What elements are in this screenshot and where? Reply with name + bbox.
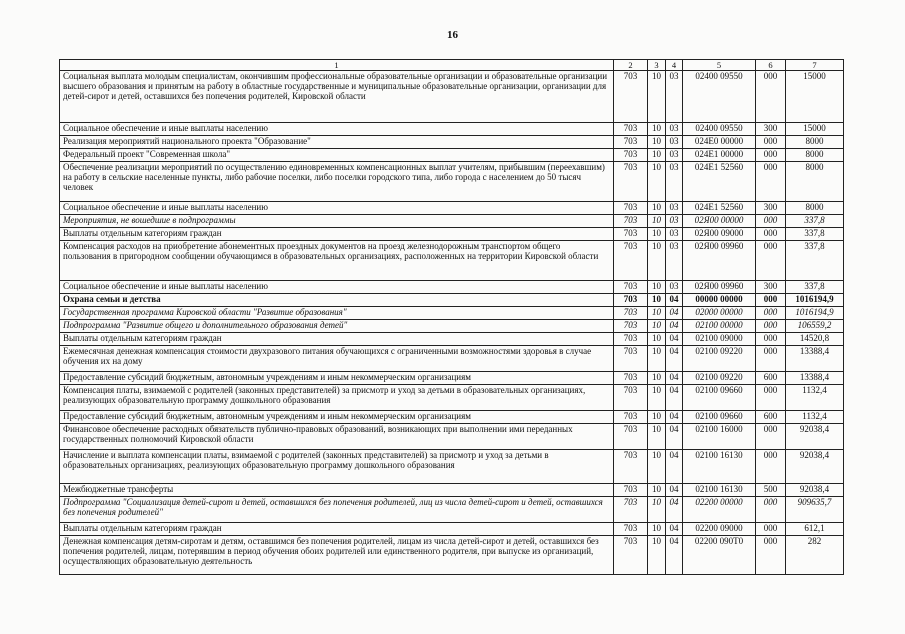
table-row xyxy=(60,497,844,523)
row-section-code: 10 xyxy=(648,281,666,294)
row-expense-type-code: 000 xyxy=(756,294,786,307)
row-ministry-code: 703 xyxy=(614,333,648,346)
row-expense-type-code: 600 xyxy=(756,411,786,424)
table-row xyxy=(60,372,844,385)
row-expense-type-code: 000 xyxy=(756,333,786,346)
row-expense-type-code: 000 xyxy=(756,450,786,484)
row-amount: 92038,4 xyxy=(786,424,844,450)
row-section-code: 10 xyxy=(648,307,666,320)
row-subsection-code: 03 xyxy=(666,202,683,215)
row-ministry-code: 703 xyxy=(614,123,648,136)
table-row xyxy=(60,162,844,202)
row-name-cell: Предоставление субсидий бюджетным, автономным учреждениям и иным некоммерческим организациям xyxy=(60,411,614,424)
row-target-item-code: 00000 00000 xyxy=(683,294,756,307)
row-ministry-code: 703 xyxy=(614,372,648,385)
row-expense-type-code: 000 xyxy=(756,71,786,123)
row-amount: 1132,4 xyxy=(786,385,844,411)
row-name-cell: Подпрограмма "Социализация детей-сирот и детей, оставшихся без попечения родителей, лиц из числа детей-сирот и детей, оставшихся без попечения родителей" xyxy=(60,497,614,523)
row-amount: 8000 xyxy=(786,162,844,202)
row-ministry-code: 703 xyxy=(614,215,648,228)
row-name-cell: Ежемесячная денежная компенсация стоимости двухразового питания обучающихся с ограниченными возможностями здоровья в случае обучения их на дому xyxy=(60,346,614,372)
row-section-code: 10 xyxy=(648,346,666,372)
row-subsection-code: 04 xyxy=(666,333,683,346)
row-ministry-code: 703 xyxy=(614,484,648,497)
row-amount: 92038,4 xyxy=(786,484,844,497)
row-target-item-code: 02Я00 09000 xyxy=(683,228,756,241)
row-name-cell: Федеральный проект "Современная школа" xyxy=(60,149,614,162)
row-name-cell: Мероприятия, не вошедшие в подпрограммы xyxy=(60,215,614,228)
row-target-item-code: 02100 09220 xyxy=(683,372,756,385)
row-ministry-code: 703 xyxy=(614,497,648,523)
table-row xyxy=(60,136,844,149)
row-subsection-code: 04 xyxy=(666,536,683,575)
row-name-cell: Финансовое обеспечение расходных обязательств публично-правовых образований, возникающих при выполнении ими переданных государственных полномочий Кировской области xyxy=(60,424,614,450)
row-target-item-code: 02100 09000 xyxy=(683,333,756,346)
row-ministry-code: 703 xyxy=(614,149,648,162)
row-subsection-code: 04 xyxy=(666,320,683,333)
row-subsection-code: 04 xyxy=(666,411,683,424)
table-row xyxy=(60,523,844,536)
table-body xyxy=(60,71,844,575)
row-subsection-code: 03 xyxy=(666,123,683,136)
row-target-item-code: 024E1 52560 xyxy=(683,162,756,202)
table-row xyxy=(60,294,844,307)
row-name-cell: Подпрограмма "Развитие общего и дополнительного образования детей" xyxy=(60,320,614,333)
row-section-code: 10 xyxy=(648,149,666,162)
row-amount: 337,8 xyxy=(786,215,844,228)
budget-table xyxy=(59,59,844,575)
row-expense-type-code: 000 xyxy=(756,136,786,149)
row-subsection-code: 04 xyxy=(666,424,683,450)
row-name-cell: Компенсация платы, взимаемой с родителей (законных представителей) за присмотр и уход за детьми в образовательных организациях, реализующих образовательную программу дошкольного образования xyxy=(60,385,614,411)
row-subsection-code: 04 xyxy=(666,523,683,536)
row-ministry-code: 703 xyxy=(614,523,648,536)
table-row xyxy=(60,215,844,228)
row-target-item-code: 02100 16130 xyxy=(683,450,756,484)
row-name-cell: Социальное обеспечение и иные выплаты населению xyxy=(60,281,614,294)
row-section-code: 10 xyxy=(648,450,666,484)
row-subsection-code: 03 xyxy=(666,215,683,228)
row-target-item-code: 024E0 00000 xyxy=(683,136,756,149)
row-amount: 8000 xyxy=(786,136,844,149)
row-target-item-code: 02100 00000 xyxy=(683,320,756,333)
row-name-cell: Социальное обеспечение и иные выплаты населению xyxy=(60,202,614,215)
row-amount: 106559,2 xyxy=(786,320,844,333)
row-name-cell: Предоставление субсидий бюджетным, автономным учреждениям и иным некоммерческим организациям xyxy=(60,372,614,385)
row-amount: 14520,8 xyxy=(786,333,844,346)
header-col-3: 3 xyxy=(648,60,666,71)
table-row xyxy=(60,71,844,123)
row-amount: 909635,7 xyxy=(786,497,844,523)
row-ministry-code: 703 xyxy=(614,346,648,372)
row-subsection-code: 04 xyxy=(666,385,683,411)
table-row xyxy=(60,411,844,424)
row-target-item-code: 02000 00000 xyxy=(683,307,756,320)
row-amount: 282 xyxy=(786,536,844,575)
row-expense-type-code: 000 xyxy=(756,162,786,202)
row-name-cell: Государственная программа Кировской области "Развитие образования" xyxy=(60,307,614,320)
row-name-cell: Обеспечение реализации мероприятий по осуществлению единовременных компенсационных выплат учителям, прибывшим (переехавшим) на работу в сельские населенные пункты, либо рабочие поселки, либо поселки городского типа, либо города с населением до 50 тысяч человек xyxy=(60,162,614,202)
row-section-code: 10 xyxy=(648,385,666,411)
row-ministry-code: 703 xyxy=(614,307,648,320)
row-ministry-code: 703 xyxy=(614,241,648,281)
row-target-item-code: 02200 090Т0 xyxy=(683,536,756,575)
row-expense-type-code: 000 xyxy=(756,241,786,281)
table-row xyxy=(60,536,844,575)
row-amount: 612,1 xyxy=(786,523,844,536)
table-row xyxy=(60,450,844,484)
row-section-code: 10 xyxy=(648,484,666,497)
row-subsection-code: 04 xyxy=(666,294,683,307)
row-amount: 8000 xyxy=(786,149,844,162)
row-ministry-code: 703 xyxy=(614,162,648,202)
row-ministry-code: 703 xyxy=(614,202,648,215)
row-name-cell: Реализация мероприятий национального проекта "Образование" xyxy=(60,136,614,149)
row-section-code: 10 xyxy=(648,241,666,281)
row-amount: 15000 xyxy=(786,123,844,136)
row-amount: 337,8 xyxy=(786,228,844,241)
row-name-cell: Межбюджетные трансферты xyxy=(60,484,614,497)
row-target-item-code: 024E1 00000 xyxy=(683,149,756,162)
row-amount: 13388,4 xyxy=(786,372,844,385)
row-name-cell: Компенсация расходов на приобретение абонементных проездных документов на проезд железнодорожным транспортом общего пользования в пригородном сообщении обучающимся в образовательных организациях, расположенных на территории Кировской области xyxy=(60,241,614,281)
row-target-item-code: 02200 09000 xyxy=(683,523,756,536)
row-section-code: 10 xyxy=(648,162,666,202)
row-amount: 8000 xyxy=(786,202,844,215)
table-row xyxy=(60,320,844,333)
row-name-cell: Выплаты отдельным категориям граждан xyxy=(60,523,614,536)
table-row xyxy=(60,424,844,450)
row-subsection-code: 03 xyxy=(666,241,683,281)
table-row xyxy=(60,241,844,281)
row-target-item-code: 02400 09550 xyxy=(683,123,756,136)
table-row xyxy=(60,346,844,372)
row-expense-type-code: 300 xyxy=(756,123,786,136)
row-subsection-code: 03 xyxy=(666,71,683,123)
row-expense-type-code: 000 xyxy=(756,228,786,241)
row-amount: 337,8 xyxy=(786,241,844,281)
header-col-2: 2 xyxy=(614,60,648,71)
row-section-code: 10 xyxy=(648,228,666,241)
table-row xyxy=(60,149,844,162)
row-target-item-code: 02100 16130 xyxy=(683,484,756,497)
row-ministry-code: 703 xyxy=(614,228,648,241)
row-name-cell: Денежная компенсация детям-сиротам и детям, оставшимся без попечения родителей, лицам из числа детей-сирот и детей, оставшихся без попечения родителей, лицам, потерявшим в период обучения обоих родителей или единственного родителя, при выпуске из организаций, осуществляющих образовательную деятельность xyxy=(60,536,614,575)
row-target-item-code: 02100 09220 xyxy=(683,346,756,372)
row-name-cell: Выплаты отдельным категориям граждан xyxy=(60,333,614,346)
row-section-code: 10 xyxy=(648,71,666,123)
row-amount: 15000 xyxy=(786,71,844,123)
row-expense-type-code: 000 xyxy=(756,497,786,523)
header-col-7: 7 xyxy=(786,60,844,71)
row-expense-type-code: 500 xyxy=(756,484,786,497)
row-ministry-code: 703 xyxy=(614,320,648,333)
row-amount: 1132,4 xyxy=(786,411,844,424)
table-row xyxy=(60,281,844,294)
row-amount: 1016194,9 xyxy=(786,294,844,307)
table-row xyxy=(60,123,844,136)
row-ministry-code: 703 xyxy=(614,71,648,123)
row-section-code: 10 xyxy=(648,497,666,523)
row-target-item-code: 02Я00 09960 xyxy=(683,281,756,294)
header-col-6: 6 xyxy=(756,60,786,71)
row-subsection-code: 04 xyxy=(666,450,683,484)
row-expense-type-code: 000 xyxy=(756,346,786,372)
row-ministry-code: 703 xyxy=(614,281,648,294)
table-row xyxy=(60,228,844,241)
row-ministry-code: 703 xyxy=(614,294,648,307)
row-target-item-code: 02100 16000 xyxy=(683,424,756,450)
row-amount: 337,8 xyxy=(786,281,844,294)
row-target-item-code: 02100 09660 xyxy=(683,385,756,411)
row-name-cell: Начисление и выплата компенсации платы, взимаемой с родителей (законных представителей) за присмотр и уход за детьми в образовательных организациях, реализующих образовательную программу дошкольного образования xyxy=(60,450,614,484)
row-ministry-code: 703 xyxy=(614,385,648,411)
header-col-4: 4 xyxy=(666,60,683,71)
row-subsection-code: 04 xyxy=(666,346,683,372)
row-target-item-code: 02Я00 09960 xyxy=(683,241,756,281)
row-expense-type-code: 000 xyxy=(756,215,786,228)
row-section-code: 10 xyxy=(648,372,666,385)
row-ministry-code: 703 xyxy=(614,411,648,424)
table-row xyxy=(60,307,844,320)
row-subsection-code: 04 xyxy=(666,372,683,385)
table-row xyxy=(60,484,844,497)
row-subsection-code: 03 xyxy=(666,162,683,202)
row-subsection-code: 04 xyxy=(666,484,683,497)
row-expense-type-code: 000 xyxy=(756,385,786,411)
row-section-code: 10 xyxy=(648,424,666,450)
row-subsection-code: 03 xyxy=(666,149,683,162)
row-expense-type-code: 300 xyxy=(756,202,786,215)
page-number: 16 xyxy=(447,29,458,41)
table-row xyxy=(60,385,844,411)
row-section-code: 10 xyxy=(648,320,666,333)
row-expense-type-code: 000 xyxy=(756,149,786,162)
row-ministry-code: 703 xyxy=(614,424,648,450)
row-section-code: 10 xyxy=(648,523,666,536)
row-ministry-code: 703 xyxy=(614,136,648,149)
row-target-item-code: 02Я00 00000 xyxy=(683,215,756,228)
row-subsection-code: 04 xyxy=(666,497,683,523)
row-expense-type-code: 000 xyxy=(756,536,786,575)
row-subsection-code: 03 xyxy=(666,281,683,294)
table-row xyxy=(60,333,844,346)
row-expense-type-code: 600 xyxy=(756,372,786,385)
table-row xyxy=(60,202,844,215)
row-expense-type-code: 000 xyxy=(756,523,786,536)
row-section-code: 10 xyxy=(648,123,666,136)
row-expense-type-code: 000 xyxy=(756,320,786,333)
row-subsection-code: 04 xyxy=(666,307,683,320)
row-target-item-code: 024E1 52560 xyxy=(683,202,756,215)
row-section-code: 10 xyxy=(648,536,666,575)
row-section-code: 10 xyxy=(648,215,666,228)
row-target-item-code: 02200 00000 xyxy=(683,497,756,523)
row-target-item-code: 02400 09550 xyxy=(683,71,756,123)
row-amount: 13388,4 xyxy=(786,346,844,372)
row-name-cell: Социальная выплата молодым специалистам, окончившим профессиональные образовательные организации и образовательные организации высшего образования и принятым на работу в областные государственные и муниципальные образовательные организации, организации для детей-сирот и детей, оставшихся без попечения родителей, Кировской области xyxy=(60,71,614,123)
row-section-code: 10 xyxy=(648,411,666,424)
row-subsection-code: 03 xyxy=(666,136,683,149)
row-ministry-code: 703 xyxy=(614,450,648,484)
row-name-cell: Охрана семьи и детства xyxy=(60,294,614,307)
row-ministry-code: 703 xyxy=(614,536,648,575)
row-amount: 1016194,9 xyxy=(786,307,844,320)
row-target-item-code: 02100 09660 xyxy=(683,411,756,424)
row-name-cell: Выплаты отдельным категориям граждан xyxy=(60,228,614,241)
row-expense-type-code: 000 xyxy=(756,307,786,320)
row-section-code: 10 xyxy=(648,333,666,346)
row-expense-type-code: 000 xyxy=(756,424,786,450)
row-name-cell: Социальное обеспечение и иные выплаты населению xyxy=(60,123,614,136)
row-expense-type-code: 300 xyxy=(756,281,786,294)
row-section-code: 10 xyxy=(648,294,666,307)
header-col-1: 1 xyxy=(60,60,614,71)
row-amount: 92038,4 xyxy=(786,450,844,484)
row-section-code: 10 xyxy=(648,202,666,215)
row-subsection-code: 03 xyxy=(666,228,683,241)
header-row xyxy=(60,60,844,71)
header-col-5: 5 xyxy=(683,60,756,71)
row-section-code: 10 xyxy=(648,136,666,149)
